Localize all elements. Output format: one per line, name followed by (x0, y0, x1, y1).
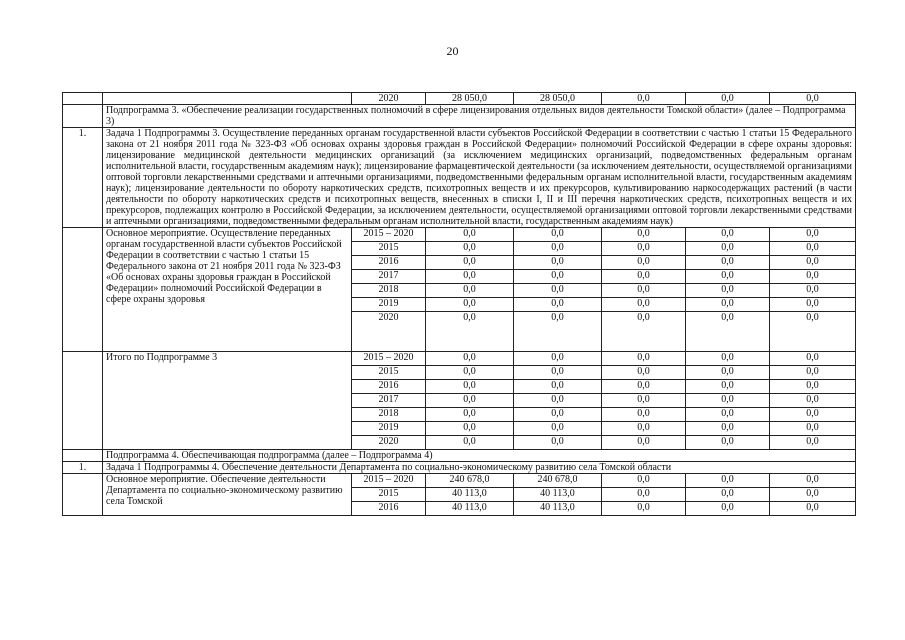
value-cell: 0,0 (602, 366, 686, 380)
value-cell: 0,0 (686, 366, 770, 380)
value-cell: 40 113,0 (514, 488, 602, 502)
value-cell: 0,0 (770, 436, 856, 450)
value-cell: 0,0 (602, 436, 686, 450)
task-description: Задача 1 Подпрограммы 4. Обеспечение деятельности Департамента по социально-экономическому развитию села Томской области (103, 462, 856, 474)
table-row (63, 450, 856, 462)
value-cell: 0,0 (602, 242, 686, 256)
table-row (63, 128, 856, 228)
activity-name: Итого по Подпрограмме 3 (103, 352, 352, 450)
table-row (63, 93, 856, 105)
value-cell: 0,0 (770, 312, 856, 352)
year-cell: 2020 (352, 93, 426, 105)
value-cell: 0,0 (686, 352, 770, 366)
value-cell: 0,0 (686, 242, 770, 256)
value-cell: 0,0 (686, 408, 770, 422)
value-cell: 0,0 (514, 366, 602, 380)
value-cell: 0,0 (770, 422, 856, 436)
value-cell: 0,0 (770, 488, 856, 502)
year-cell: 2016 (352, 502, 426, 516)
value-cell: 0,0 (602, 502, 686, 516)
value-cell: 0,0 (602, 394, 686, 408)
value-cell: 0,0 (514, 284, 602, 298)
year-cell: 2016 (352, 256, 426, 270)
value-cell: 0,0 (770, 270, 856, 284)
year-cell: 2017 (352, 394, 426, 408)
value-cell: 0,0 (770, 242, 856, 256)
value-cell: 0,0 (602, 256, 686, 270)
activity-name: Основное мероприятие. Осуществление переданных органам государственной власти субъектов Российской Федерации в соответствии с частью 1 статьи 15 Федерального закона от 21 ноября 2011 года № 323-ФЗ «Об основах охраны здоровья граждан в Российской Федерации» полномочий Российской Федерации в сфере охраны здоровья (103, 228, 352, 352)
value-cell: 0,0 (514, 436, 602, 450)
value-cell: 0,0 (770, 366, 856, 380)
value-cell: 0,0 (770, 256, 856, 270)
value-cell: 0,0 (514, 270, 602, 284)
year-cell: 2015 – 2020 (352, 352, 426, 366)
value-cell: 0,0 (770, 352, 856, 366)
value-cell: 0,0 (514, 242, 602, 256)
value-cell: 0,0 (686, 284, 770, 298)
budget-table (62, 92, 856, 516)
value-cell: 0,0 (770, 408, 856, 422)
value-cell: 0,0 (426, 408, 514, 422)
value-cell: 0,0 (426, 256, 514, 270)
value-cell: 0,0 (686, 380, 770, 394)
year-cell: 2019 (352, 298, 426, 312)
value-cell: 0,0 (770, 93, 856, 105)
value-cell: 0,0 (514, 298, 602, 312)
subprogram-title: Подпрограмма 4. Обеспечивающая подпрограмма (далее – Подпрограмма 4) (103, 450, 856, 462)
value-cell: 0,0 (602, 408, 686, 422)
year-cell: 2018 (352, 284, 426, 298)
subprogram-title: Подпрограмма 3. «Обеспечение реализации государственных полномочий в сфере лицензирования отдельных видов деятельности Томской области» (далее – Подпрограмма 3) (103, 105, 856, 128)
value-cell: 0,0 (602, 380, 686, 394)
table-row (63, 228, 856, 242)
value-cell: 0,0 (686, 488, 770, 502)
value-cell: 0,0 (514, 352, 602, 366)
value-cell: 0,0 (426, 366, 514, 380)
value-cell: 28 050,0 (426, 93, 514, 105)
value-cell: 0,0 (770, 298, 856, 312)
value-cell: 0,0 (426, 242, 514, 256)
year-cell: 2020 (352, 436, 426, 450)
value-cell: 0,0 (514, 256, 602, 270)
value-cell: 0,0 (514, 422, 602, 436)
table-row (63, 352, 856, 366)
value-cell: 0,0 (514, 380, 602, 394)
value-cell: 0,0 (602, 298, 686, 312)
value-cell: 0,0 (602, 228, 686, 242)
value-cell: 40 113,0 (514, 502, 602, 516)
value-cell: 0,0 (602, 312, 686, 352)
value-cell: 0,0 (514, 312, 602, 352)
year-cell: 2018 (352, 408, 426, 422)
value-cell: 0,0 (686, 474, 770, 488)
value-cell: 0,0 (426, 352, 514, 366)
year-cell: 2020 (352, 312, 426, 352)
table-row (63, 474, 856, 488)
year-cell: 2015 (352, 242, 426, 256)
value-cell: 0,0 (686, 93, 770, 105)
value-cell: 0,0 (426, 380, 514, 394)
year-cell: 2016 (352, 380, 426, 394)
value-cell: 40 113,0 (426, 488, 514, 502)
value-cell: 0,0 (426, 394, 514, 408)
value-cell: 0,0 (686, 298, 770, 312)
year-cell: 2015 (352, 366, 426, 380)
value-cell: 0,0 (686, 394, 770, 408)
year-cell: 2015 – 2020 (352, 474, 426, 488)
value-cell: 40 113,0 (426, 502, 514, 516)
value-cell: 0,0 (426, 270, 514, 284)
task-number: 1. (63, 128, 103, 228)
value-cell: 0,0 (770, 284, 856, 298)
value-cell: 0,0 (686, 312, 770, 352)
value-cell: 0,0 (770, 380, 856, 394)
value-cell: 0,0 (426, 298, 514, 312)
value-cell: 0,0 (770, 474, 856, 488)
value-cell: 0,0 (602, 284, 686, 298)
value-cell: 0,0 (426, 284, 514, 298)
task-number: 1. (63, 462, 103, 474)
value-cell: 0,0 (602, 422, 686, 436)
task-description: Задача 1 Подпрограммы 3. Осуществление переданных органам государственной власти субъектов Российской Федерации в соответствии с частью 1 статьи 15 Федерального закона от 21 ноября 2011 года № 323-ФЗ «Об основах охраны здоровья граждан в Российской Федерации» полномочий Российской Федерации в сфере охраны здоровья: лицензирование медицинской деятельности медицинских организаций (за исключением медицинских организаций, подведомственных федеральным органам исполнительной власти, государственным академиям наук); лицензирование фармацевтической деятельности (за исключением деятельности, осуществляемой организациями оптовой торговли лекарственными средствами и аптечными организациями, подведомственными федеральным органам исполнительной власти, государственным академиям наук); лицензирование деятельности по обороту наркотических средств, психотропных веществ и их прекурсоров, культивированию наркосодержащих растений (в части деятельности по обороту наркотических средств и психотропных веществ, внесенных в списки I, II и III перечня наркотических средств, психотропных веществ и их прекурсоров, подлежащих контролю в Российской Федерации, за исключением деятельности, осуществляемой организациями оптовой торговли лекарственными средствами и аптечными организациями, подведомственными федеральным органам исполнительной власти, государственным академиям наук) (103, 128, 856, 228)
table-row (63, 462, 856, 474)
value-cell: 0,0 (686, 422, 770, 436)
value-cell: 240 678,0 (426, 474, 514, 488)
value-cell: 0,0 (426, 312, 514, 352)
value-cell: 0,0 (770, 394, 856, 408)
value-cell: 0,0 (514, 408, 602, 422)
year-cell: 2017 (352, 270, 426, 284)
table-row (63, 105, 856, 128)
value-cell: 240 678,0 (514, 474, 602, 488)
activity-name: Основное мероприятие. Обеспечение деятельности Департамента по социально-экономическому развитию села Томской (103, 474, 352, 516)
value-cell: 0,0 (686, 256, 770, 270)
value-cell: 0,0 (686, 502, 770, 516)
value-cell: 0,0 (602, 270, 686, 284)
value-cell: 0,0 (602, 352, 686, 366)
page-number: 20 (446, 44, 459, 58)
value-cell: 0,0 (426, 436, 514, 450)
year-cell: 2019 (352, 422, 426, 436)
value-cell: 0,0 (770, 228, 856, 242)
value-cell: 0,0 (686, 228, 770, 242)
value-cell: 0,0 (602, 93, 686, 105)
year-cell: 2015 (352, 488, 426, 502)
value-cell: 0,0 (770, 502, 856, 516)
value-cell: 0,0 (602, 474, 686, 488)
value-cell: 0,0 (686, 436, 770, 450)
year-cell: 2015 – 2020 (352, 228, 426, 242)
value-cell: 0,0 (426, 228, 514, 242)
value-cell: 0,0 (514, 394, 602, 408)
value-cell: 0,0 (514, 228, 602, 242)
value-cell: 0,0 (686, 270, 770, 284)
value-cell: 0,0 (426, 422, 514, 436)
value-cell: 0,0 (602, 488, 686, 502)
value-cell: 28 050,0 (514, 93, 602, 105)
